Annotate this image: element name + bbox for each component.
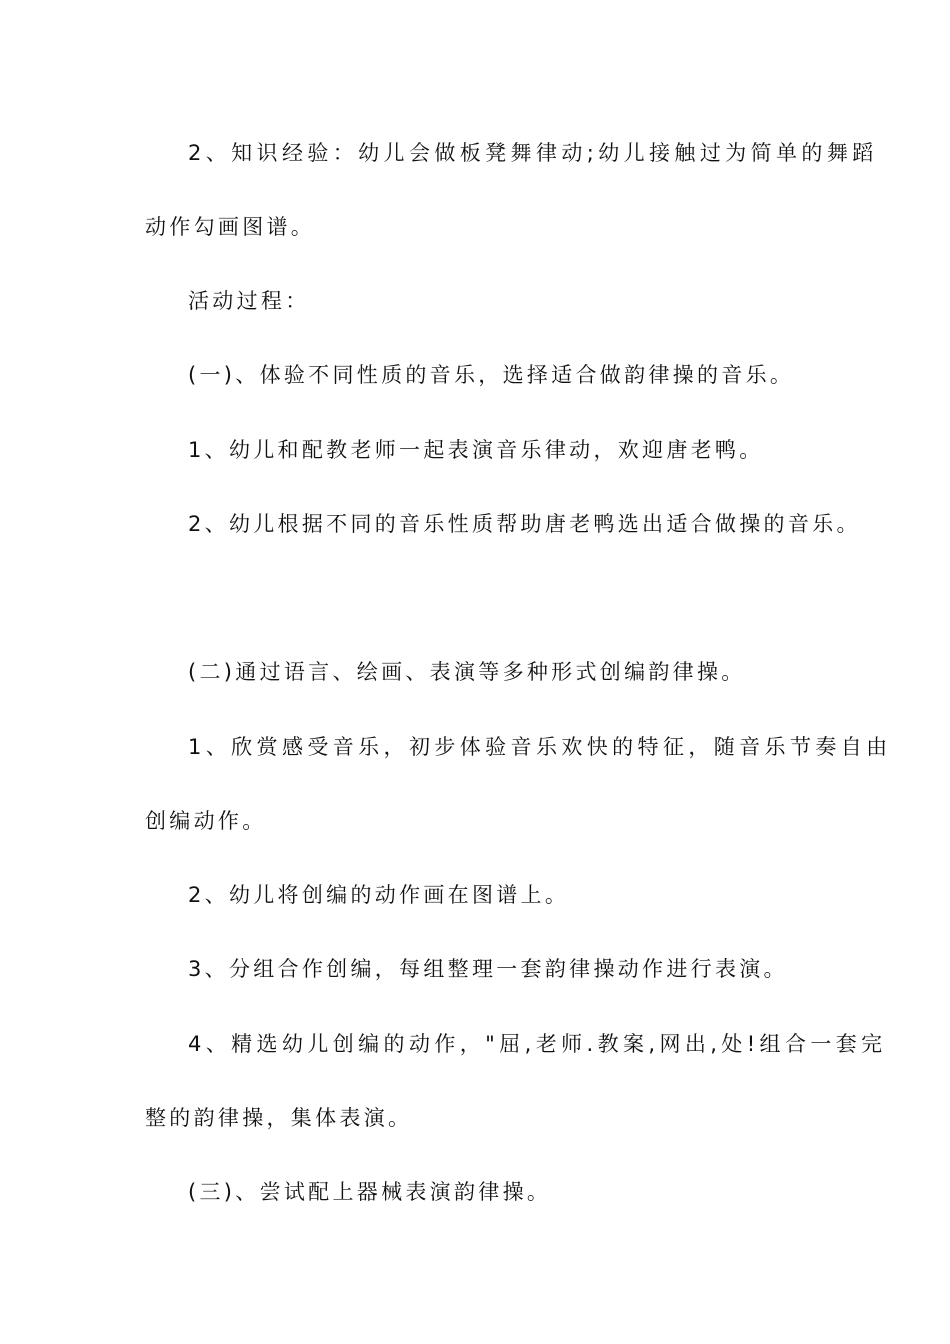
- paragraph-knowledge-experience: 2、知识经验：幼儿会做板凳舞律动;幼儿接触过为简单的舞蹈: [188, 141, 878, 165]
- list-item-2-1-cont: 创编动作。: [145, 809, 267, 833]
- list-item-2-1: 1、欣赏感受音乐，初步体验音乐欢快的特征，随音乐节奏自由: [188, 735, 892, 759]
- heading-activity-process: 活动过程：: [188, 289, 310, 313]
- section-heading-3: (三)、尝试配上器械表演韵律操。: [188, 1180, 552, 1204]
- paragraph-knowledge-experience-cont: 动作勾画图谱。: [145, 215, 316, 239]
- list-item-1-1: 1、幼儿和配教老师一起表演音乐律动，欢迎唐老鸭。: [188, 438, 764, 462]
- list-item-2-3: 3、分组合作创编，每组整理一套韵律操动作进行表演。: [188, 957, 788, 981]
- list-item-2-4-cont: 整的韵律操，集体表演。: [145, 1106, 413, 1130]
- section-heading-2: (二)通过语言、绘画、表演等多种形式创编韵律操。: [188, 660, 746, 684]
- section-heading-1: (一)、体验不同性质的音乐，选择适合做韵律操的音乐。: [188, 363, 795, 387]
- list-item-1-2: 2、幼儿根据不同的音乐性质帮助唐老鸭选出适合做操的音乐。: [188, 512, 861, 536]
- list-item-2-4: 4、精选幼儿创编的动作，"屈,老师.教案,网出,处!组合一套完: [188, 1032, 887, 1056]
- list-item-2-2: 2、幼儿将创编的动作画在图谱上。: [188, 883, 570, 907]
